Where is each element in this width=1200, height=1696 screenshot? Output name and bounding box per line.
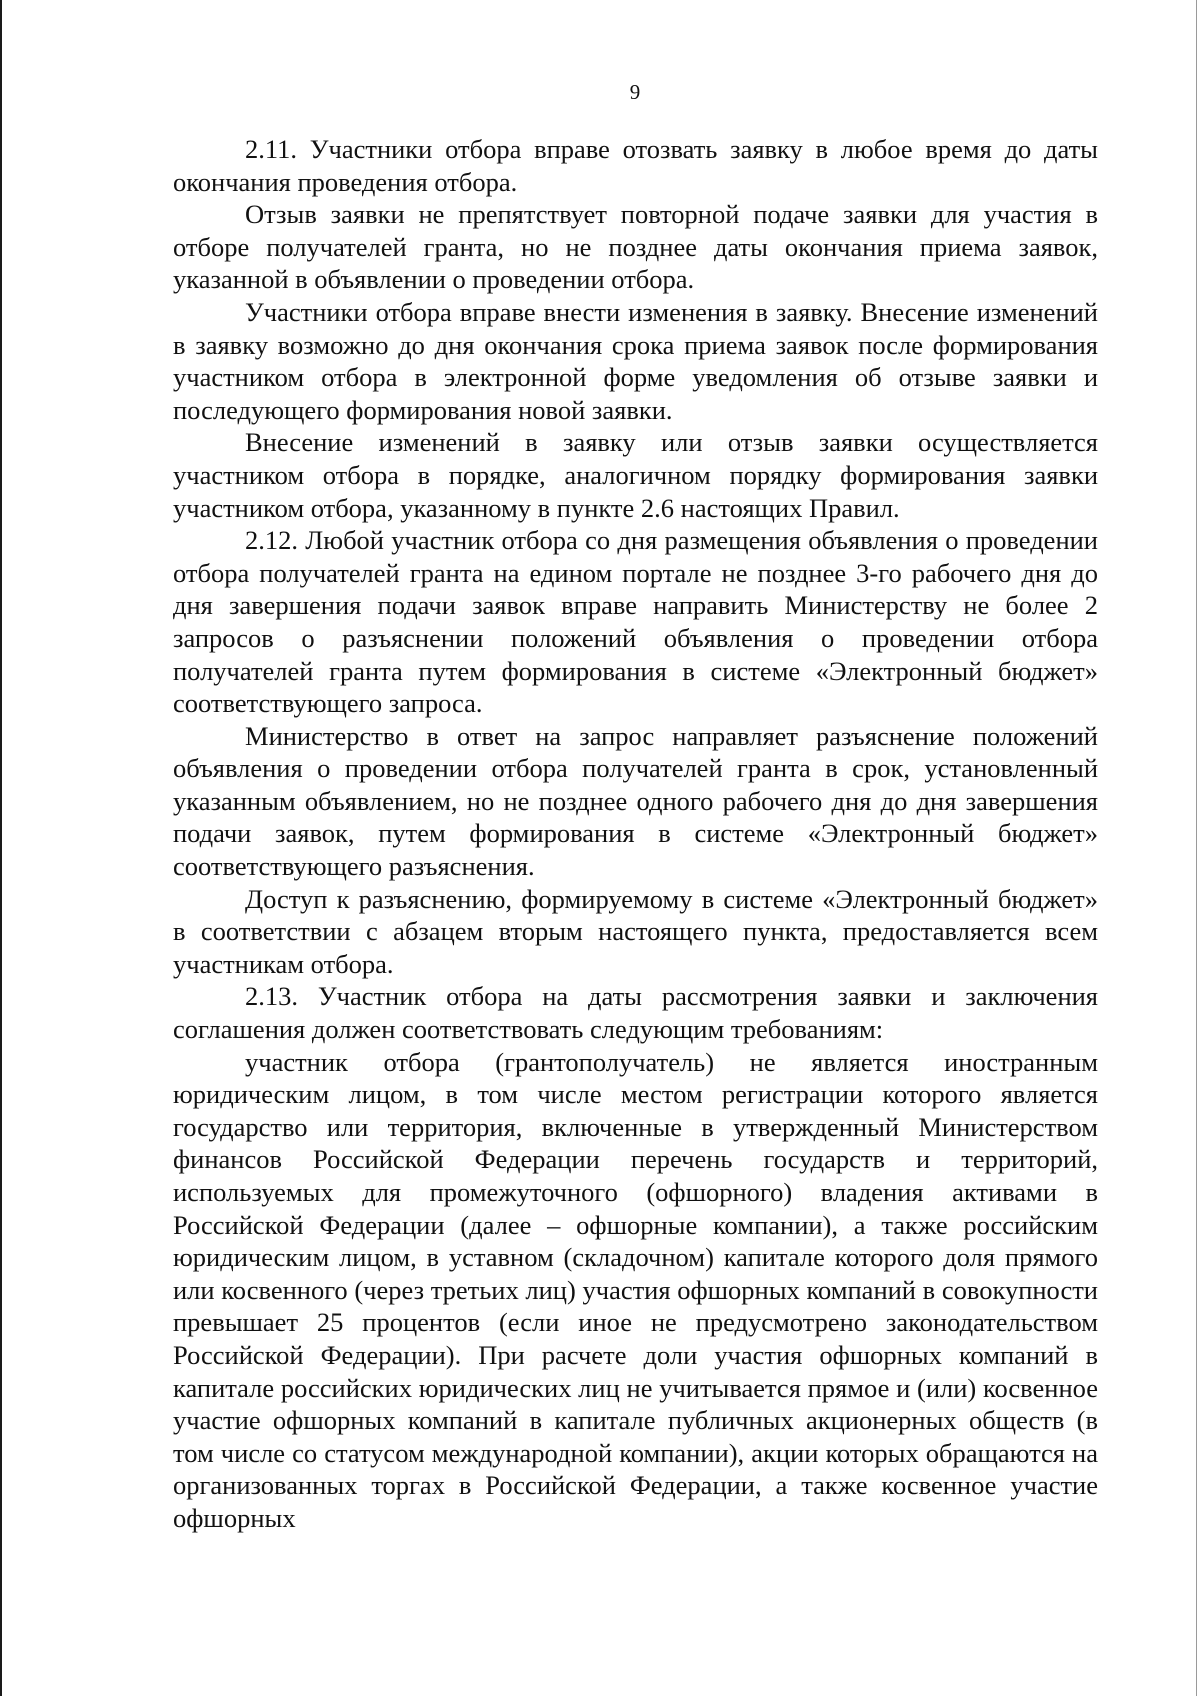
page-number: 9 xyxy=(629,80,641,104)
scan-edge-right xyxy=(1196,0,1197,1696)
scan-edge-left xyxy=(0,0,2,1696)
paragraph-changes-procedure: Внесение изменений в заявку или отзыв заявки осуществляется участником отбора в порядке, аналогичном порядку формирования заявки участником отбора, указанному в пункте 2.6 настоящих Правил. xyxy=(173,427,1098,523)
document-body xyxy=(173,133,1098,1535)
paragraph-2-13: 2.13. Участник отбора на даты рассмотрения заявки и заключения соглашения должен соответствовать следующим требованиям: xyxy=(173,981,1098,1045)
paragraph-withdrawal: Отзыв заявки не препятствует повторной подаче заявки для участия в отборе получателей гранта, но не позднее даты окончания приема заявок, указанной в объявлении о проведении отбора. xyxy=(173,199,1098,295)
paragraph-ministry-response: Министерство в ответ на запрос направляет разъяснение положений объявления о проведении отбора получателей гранта в срок, установленный указанным объявлением, но не позднее одного рабочего дня до дня завершения подачи заявок, путем формирования в системе «Электронный бюджет» соответствующего разъяснения. xyxy=(173,720,1098,882)
paragraph-changes: Участники отбора вправе внести изменения в заявку. Внесение изменений в заявку возможно до дня окончания срока приема заявок после формирования участником отбора в электронной форме уведомления об отзыве заявки и последующего формирования новой заявки. xyxy=(173,296,1098,425)
paragraph-access: Доступ к разъяснению, формируемому в системе «Электронный бюджет» в соответствии с абзацем вторым настоящего пункта, предоставляется всем участникам отбора. xyxy=(173,883,1098,979)
paragraph-2-11: 2.11. Участники отбора вправе отозвать заявку в любое время до даты окончания проведения отбора. xyxy=(173,134,1098,197)
paragraph-offshore: участник отбора (грантополучатель) не является иностранным юридическим лицом, в том числе местом регистрации которого является государство или территория, включенные в утвержденный Министерством финансов Российской Федерации перечень государств и территорий, используемых для промежуточного (офшорного) владения активами в Российской Федерации (далее – офшорные компании), а также российским юридическим лицом, в уставном (складочном) капитале которого доля прямого или косвенного (через третьих лиц) участия офшорных компаний в совокупности превышает 25 процентов (если иное не предусмотрено законодательством Российской Федерации). При расчете доли участия офшорных компаний в капитале российских юридических лиц не учитывается прямое и (или) косвенное участие офшорных компаний в капитале публичных акционерных обществ (в том числе со статусом международной компании), акции которых обращаются на организованных торгах в Российской Федерации, а также косвенное участие офшорных xyxy=(173,1046,1098,1533)
paragraph-2-12: 2.12. Любой участник отбора со дня размещения объявления о проведении отбора получателей гранта на едином портале не позднее 3-го рабочего дня до дня завершения подачи заявок вправе направить Министерству не более 2 запросов о разъяснении положений объявления о проведении отбора получателей гранта путем формирования в системе «Электронный бюджет» соответствующего запроса. xyxy=(173,525,1098,719)
